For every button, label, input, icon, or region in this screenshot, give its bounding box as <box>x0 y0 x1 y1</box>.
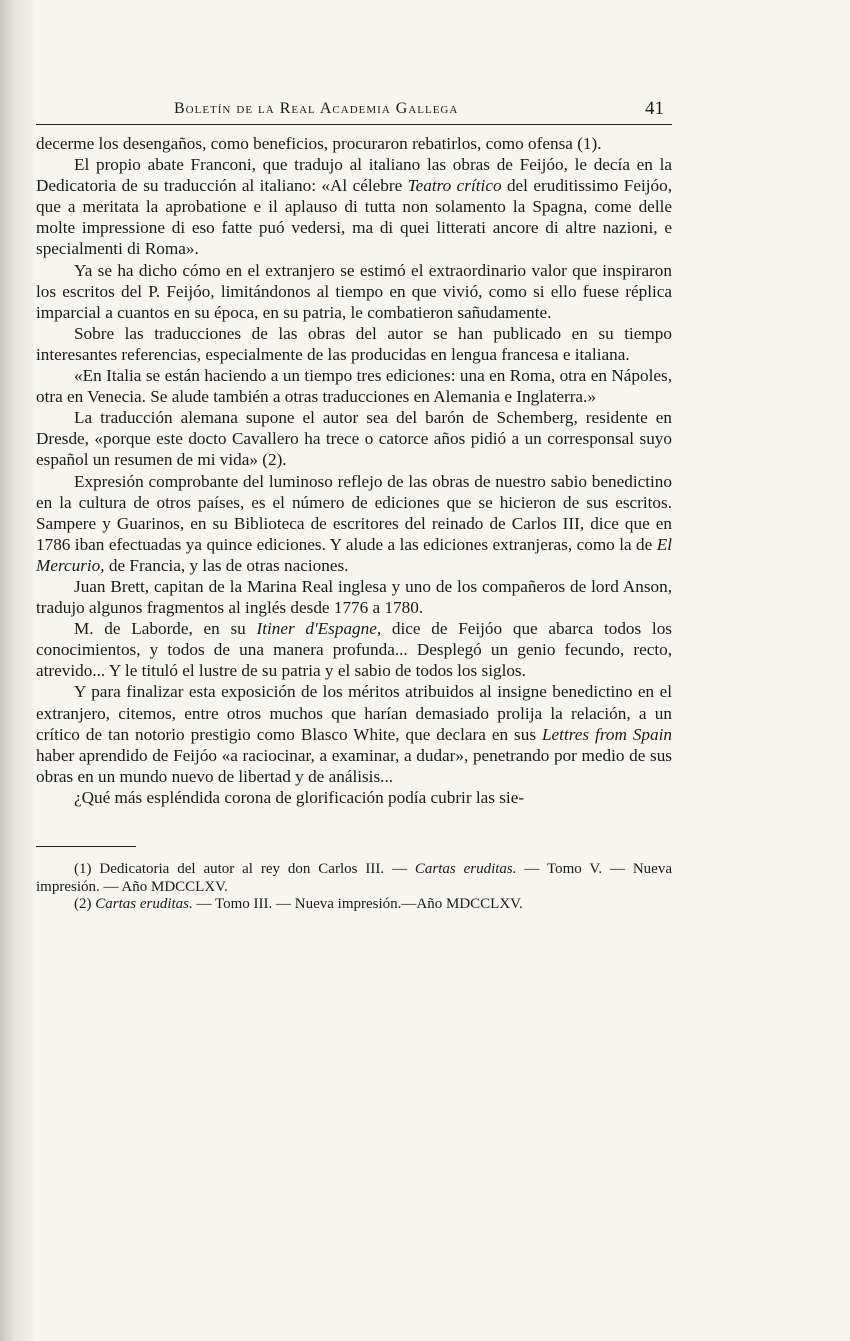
page-binding-shadow <box>0 0 34 1341</box>
page-number: 41 <box>645 98 664 119</box>
main-text <box>36 133 672 808</box>
paragraph: Sobre las traducciones de las obras del autor se han publicado en su tiempo interesantes referencias, especialmente de las producidas en lengua francesa e italiana. <box>36 323 672 364</box>
paragraph: «En Italia se están haciendo a un tiempo tres ediciones: una en Roma, otra en Nápoles, otra en Venecia. Se alude también a otras traducciones en Alemania e Inglaterra.» <box>36 366 672 407</box>
paragraph: El propio abate Franconi, que tradujo al italiano las obras de Feijóo, le decía en la Dedicatoria de su traducción al italiano: «Al célebre Teatro crítico del eruditissimo Feijóo, que a meritata la aprobatione e il aplauso di tutta non solamento la Spagna, come delle molte impressione di eso fatte puó vedersi, ma di quei litterati ancore di altre nazioni, e specialmenti di Roma». <box>36 155 672 259</box>
footnote-1: (1) Dedicatoria del autor al rey don Carlos III. — Cartas eruditas. — Tomo V. — Nueva impresión. — Año MDCCLXV. <box>36 861 672 895</box>
footnote-2: (2) Cartas eruditas. — Tomo III. — Nueva impresión.—Año MDCCLXV. <box>74 896 523 912</box>
paragraph: Juan Brett, capitan de la Marina Real inglesa y uno de los compañeros de lord Anson, tradujo algunos fragmentos al inglés desde 1776 a 1780. <box>36 576 672 618</box>
paragraph: Expresión comprobante del luminoso reflejo de las obras de nuestro sabio benedictino en la cultura de otros países, es el número de ediciones que se hicieron de sus escritos. Sampere y Guarinos, en su Biblioteca de escritores del reinado de Carlos III, dice que en 1786 iban efectuadas ya quince ediciones. Y alude a las ediciones extranjeras, como la de El Mercurio, de Francia, y las de otras naciones. <box>36 471 672 575</box>
book-page <box>36 96 672 914</box>
paragraph: decerme los desengaños, como beneficios, procuraron rebatirlos, como ofensa (1). <box>36 134 602 153</box>
paragraph: La traducción alemana supone el autor sea del barón de Schemberg, residente en Dresde, «porque este docto Cavallero ha trece o catorce años pidió a un corresponsal suyo español un resumen de mi vida» (2). <box>36 408 672 470</box>
journal-title: Boletín de la Real Academia Gallega <box>174 100 459 117</box>
paragraph: ¿Qué más espléndida corona de glorificación podía cubrir las sie- <box>74 787 525 807</box>
paragraph: Ya se ha dicho cómo en el extranjero se estimó el extraordinario valor que inspiraron los escritos del P. Feijóo, limitándonos al tiempo en que vivió, como si ello fuese réplica imparcial a cuantos en su época, en su patria, le combatieron sañudamente. <box>36 260 672 322</box>
running-header <box>36 96 672 125</box>
paragraph: Y para finalizar esta exposición de los méritos atribuidos al insigne benedictino en el extranjero, citemos, entre otros muchos que harían demasiado prolija la relación, a un crítico de tan notorio prestigio como Blasco White, que declara en sus Lettres from Spain haber aprendido de Feijóo «a raciocinar, a examinar, a dudar», penetrando por medio de sus obras en un mundo nuevo de libertad y de análisis... <box>36 682 672 786</box>
paragraph: M. de Laborde, en su Itiner d'Espagne, dice de Feijóo que abarca todos los conocimientos, y todos de una manera profunda... Desplegó un genio fecundo, recto, atrevido... Y le tituló el lustre de su patria y el sabio de todos los siglos. <box>36 619 672 681</box>
footnote-divider <box>36 846 136 847</box>
footnotes <box>36 861 672 914</box>
